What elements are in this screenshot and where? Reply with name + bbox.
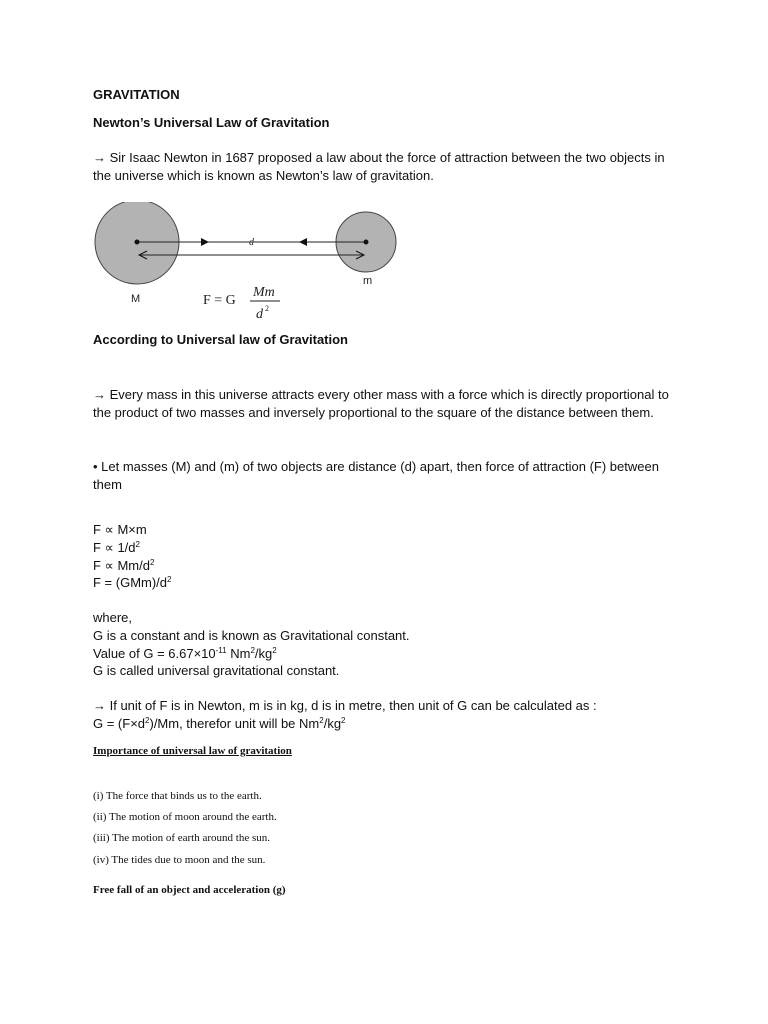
formula-lhs: F = G: [203, 293, 236, 308]
intro-paragraph: → Sir Isaac Newton in 1687 proposed a law about the force of attraction between the two objects in the universe which is known as Newton’s law of gravitation.: [93, 150, 665, 183]
formula-exponent: 2: [265, 304, 269, 313]
small-mass-center: [364, 240, 369, 245]
law-statement: → Every mass in this universe attracts every other mass with a force which is directly proportional to the product of two masses and inversely proportional to the square of the distance between them.: [93, 387, 669, 420]
unit-calculation: $G = (F\times d^2)/Mm$, therefor unit will be $Nm^2/kg^2$: [93, 716, 346, 731]
formula-denominator: d: [256, 307, 263, 322]
equation-3: $F \propto Mm/d^2$: [93, 558, 155, 573]
distance-label: d: [249, 237, 254, 248]
g-constant-line: G is a constant and is known as Gravitational constant.: [93, 628, 410, 643]
equation-1: F ∝ M×m: [93, 522, 147, 537]
unit-paragraph: → If unit of F is in Newton, m is in kg, d is in metre, then unit of G can be calculated as :: [93, 698, 597, 713]
importance-item: (iii) The motion of earth around the sun.: [93, 832, 270, 844]
importance-heading: Importance of universal law of gravitation: [93, 745, 292, 757]
formula-numerator: Mm: [253, 285, 275, 300]
large-mass-label: M: [131, 293, 141, 305]
importance-item: (i) The force that binds us to the earth.: [93, 790, 262, 802]
small-mass-label: m: [363, 275, 373, 287]
according-heading: According to Universal law of Gravitation: [93, 332, 348, 347]
g-universal-line: G is called universal gravitational constant.: [93, 663, 340, 678]
where-label: where,: [93, 610, 133, 625]
freefall-heading: Free fall of an object and acceleration (g): [93, 884, 286, 896]
g-value-line: Value of $G = 6.67\times 10^{-11}$ $Nm^2/kg^2$: [93, 646, 277, 661]
equation-4: $F = (GMm)/d^2$: [93, 575, 172, 590]
gravitation-figure: [93, 202, 413, 322]
force-arrow-left: [299, 238, 307, 246]
section-heading: Newton’s Universal Law of Gravitation: [93, 115, 330, 130]
equation-2: $F \propto 1/d^2$: [93, 540, 140, 555]
force-arrow-right: [201, 238, 209, 246]
importance-item: (iv) The tides due to moon and the sun.: [93, 854, 266, 866]
large-mass-center: [135, 240, 140, 245]
bullet-paragraph: • Let masses (M) and (m) of two objects are distance (d) apart, then force of attraction (F) between them: [93, 459, 659, 492]
importance-item: (ii) The motion of moon around the earth.: [93, 811, 277, 823]
page-title: GRAVITATION: [93, 87, 180, 102]
